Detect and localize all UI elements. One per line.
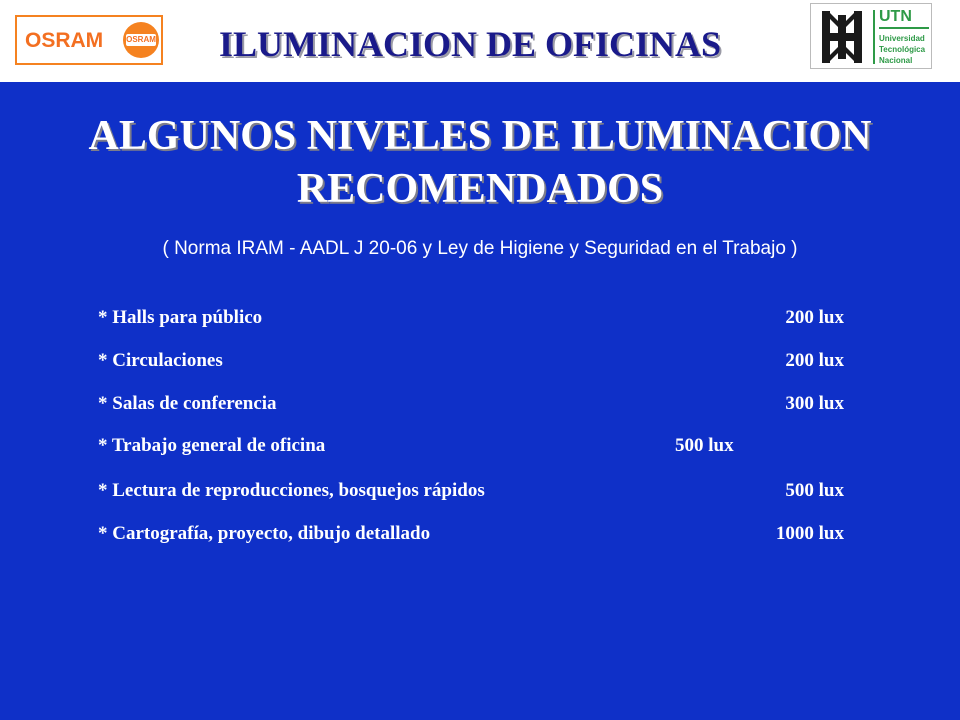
slide-title [40, 110, 920, 216]
utn-logo-line-2: Tecnológica [879, 45, 926, 54]
header-title: ILUMINACION DE OFICINAS [218, 24, 722, 64]
list-item [98, 434, 858, 458]
osram-logo [15, 15, 163, 65]
list-item-value: 200 lux [785, 350, 844, 371]
list-item-label: * Circulaciones [98, 350, 223, 371]
slide-title-line-2: RECOMENDADOS [296, 166, 664, 212]
utn-emblem-icon [814, 7, 870, 67]
utn-logo-rule [879, 27, 929, 29]
norm-reference: ( Norma IRAM - AADL J 20-06 y Ley de Higiene y Seguridad en el Trabajo ) [162, 238, 798, 259]
header-bar [0, 0, 960, 82]
utn-logo-line-1: Universidad [879, 34, 925, 43]
list-item-label: * Cartografía, proyecto, dibujo detallado [98, 523, 431, 544]
osram-bulb-icon [123, 22, 159, 58]
list-item-value: 500 lux [785, 480, 844, 501]
list-item-label: * Lectura de reproducciones, bosquejos rápidos [98, 480, 485, 501]
list-item-label: * Halls para público [98, 307, 263, 328]
list-item-value: 500 lux [675, 435, 734, 456]
utn-logo-name: UTN [879, 8, 912, 25]
list-item [98, 392, 858, 416]
list-item-value: 200 lux [785, 307, 844, 328]
utn-logo [810, 3, 932, 69]
list-item-value: 300 lux [785, 393, 844, 414]
list-item [98, 306, 858, 330]
list-item-label: * Trabajo general de oficina [98, 435, 326, 456]
utn-logo-line-3: Nacional [879, 56, 913, 65]
list-item-value: 1000 lux [775, 523, 844, 544]
list-item-label: * Salas de conferencia [98, 393, 277, 414]
osram-bulb-text: OSRAM [126, 35, 156, 44]
list-item [98, 479, 858, 503]
utn-separator [873, 10, 875, 64]
slide-content [0, 82, 960, 720]
list-item [98, 349, 858, 373]
slide-title-line-1: ALGUNOS NIVELES DE ILUMINACION [88, 113, 872, 159]
osram-logo-word: OSRAM [25, 29, 104, 52]
list-item [98, 522, 858, 546]
